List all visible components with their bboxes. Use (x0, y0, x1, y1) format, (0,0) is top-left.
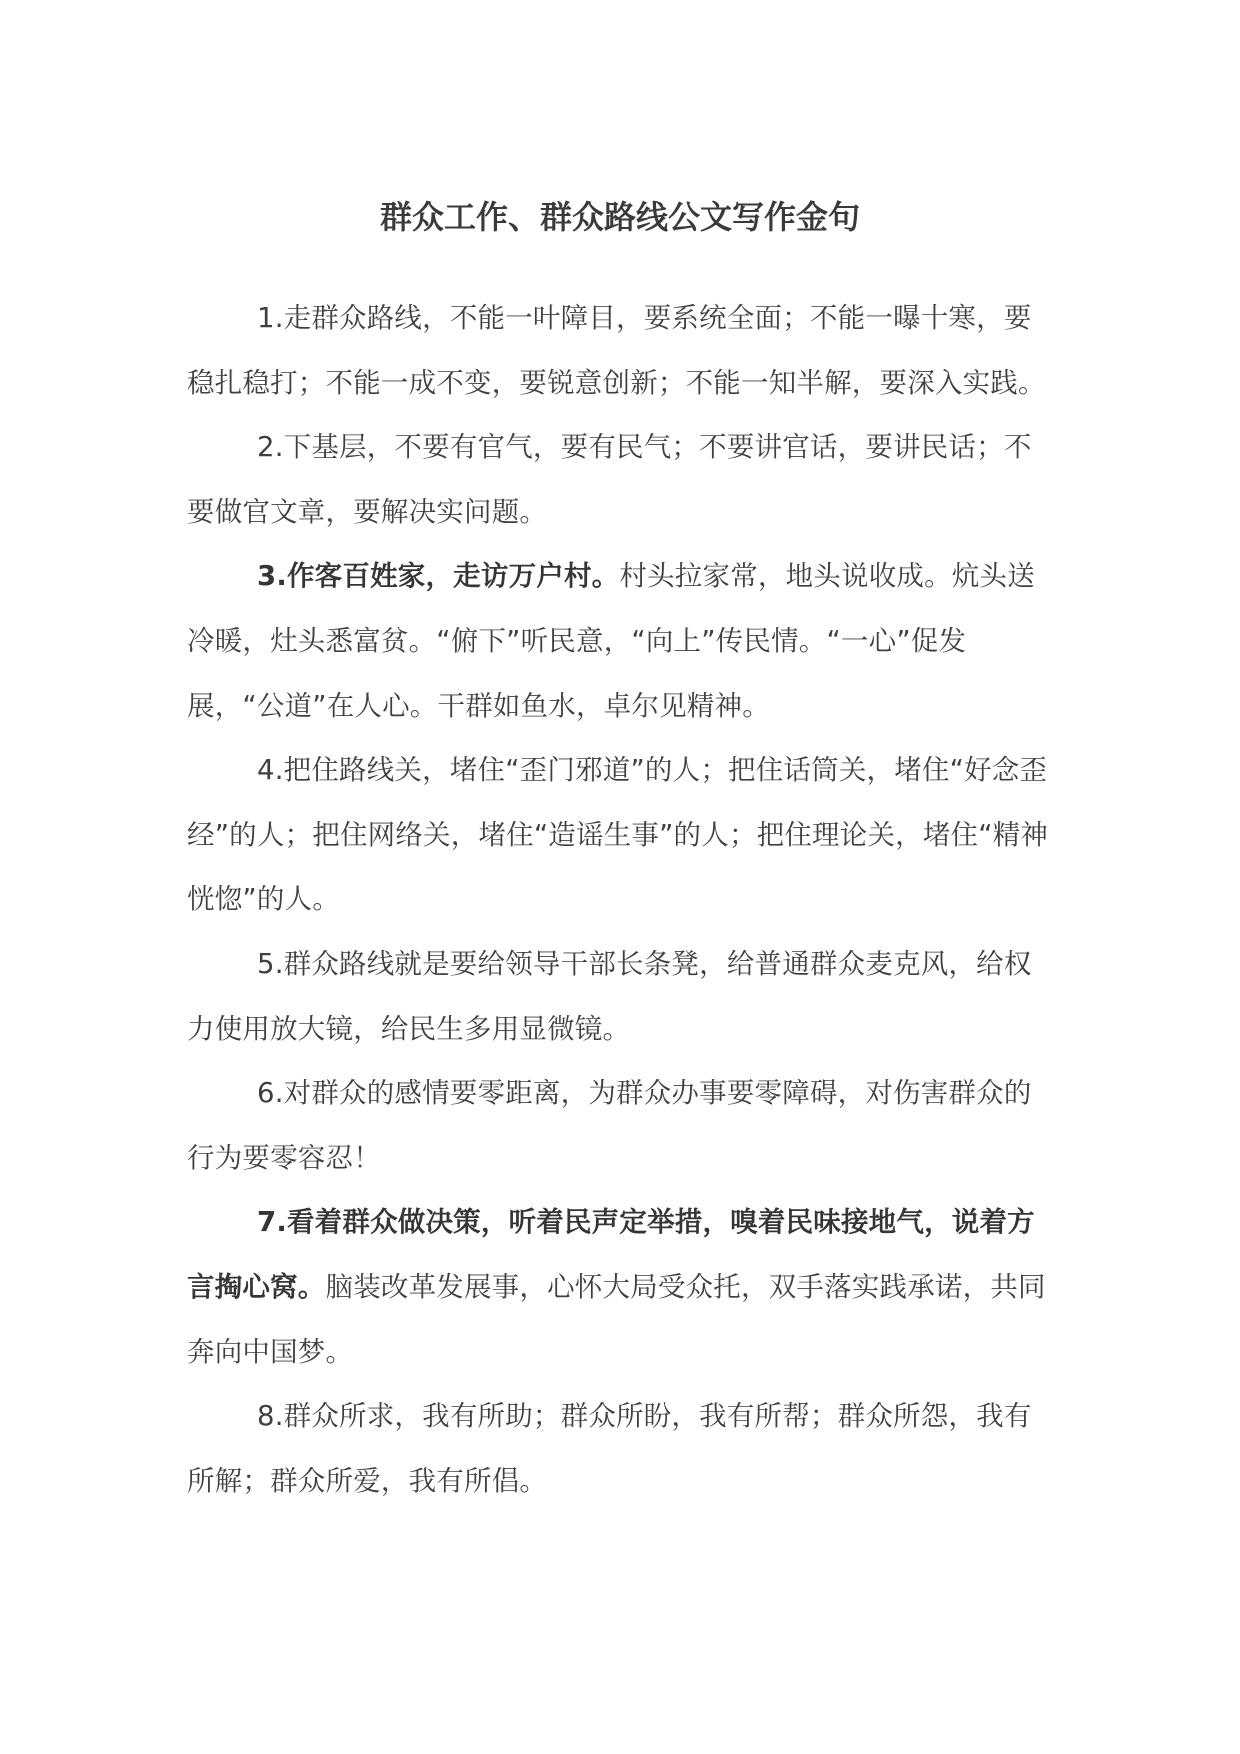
paragraph-1 (187, 286, 1055, 415)
paragraph-6 (187, 1061, 1055, 1190)
paragraph-text: 6.对群众的感情要零距离，为群众办事要零障碍，对伤害群众的行为要零容忍！ (187, 1077, 1032, 1174)
page-title: 群众工作、群众路线公文写作金句 (379, 198, 860, 236)
paragraph-8 (187, 1384, 1055, 1513)
document-body (187, 286, 1055, 1513)
paragraph-7 (187, 1190, 1055, 1384)
paragraph-5 (187, 932, 1055, 1061)
paragraph-lead: 3.作客百姓家，走访万户村。 (257, 560, 620, 593)
paragraph-text: 1.走群众路线，不能一叶障目，要系统全面；不能一曝十寒，要稳扎稳打；不能一成不变，要锐意创新；不能一知半解，要深入实践。 (187, 302, 1046, 399)
paragraph-text: 5.群众路线就是要给领导干部长条凳，给普通群众麦克风，给权力使用放大镜，给民生多用显微镜。 (187, 947, 1032, 1045)
paragraph-text: 8.群众所求，我有所助；群众所盼，我有所帮；群众所怨，我有所解；群众所爱，我有所倡。 (187, 1400, 1032, 1497)
paragraph-text: 脑装改革发展事，心怀大局受众托，双手落实践承诺，共同奔向中国梦。 (187, 1270, 1046, 1368)
paragraph-2 (187, 415, 1055, 544)
paragraph-text: 4.把住路线关，堵住“歪门邪道”的人；把住话筒关，堵住“好念歪经”的人；把住网络关，堵住“造谣生事”的人；把住理论关，堵住“精神恍惚”的人。 (187, 754, 1049, 916)
paragraph-3 (187, 544, 1055, 738)
paragraph-text: 村头拉家常，地头说收成。炕头送冷暖，灶头悉富贫。“俯下”听民意，“向上”传民情。“一心”促发展，“公道”在人心。干群如鱼水，卓尔见精神。 (187, 560, 1035, 722)
paragraph-4 (187, 738, 1055, 932)
paragraph-text: 2.下基层，不要有官气，要有民气；不要讲官话，要讲民话；不要做官文章，要解决实问题。 (187, 431, 1032, 528)
paragraph-lead: 7.看着群众做决策，听着民声定举措，嗅着民味接地气，说着方言掏心窝。 (187, 1206, 1035, 1303)
